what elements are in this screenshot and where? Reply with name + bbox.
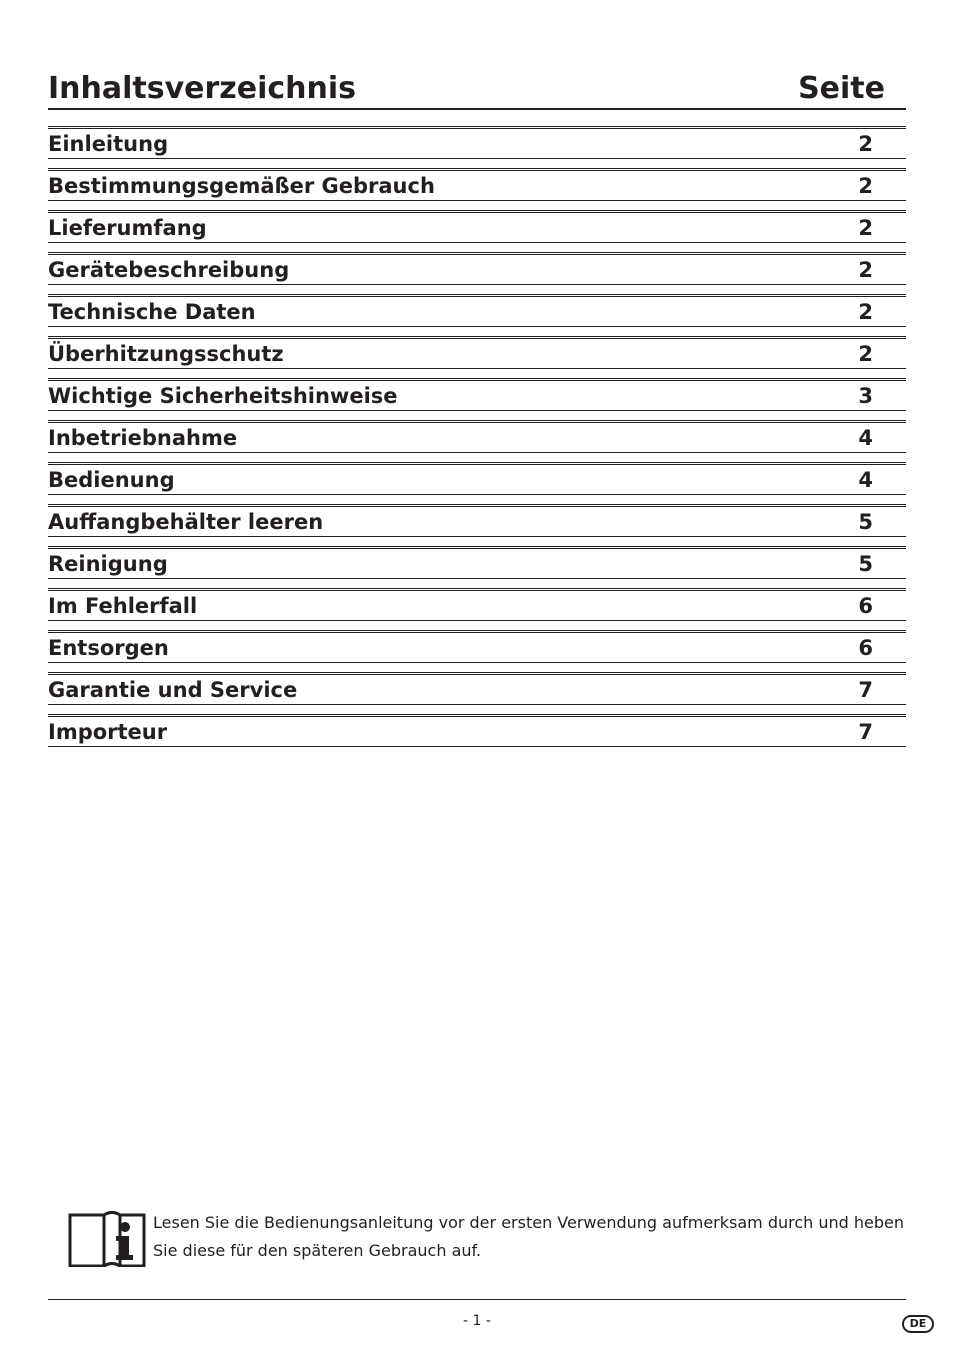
page-number: - 1 - [463,1313,491,1329]
toc-entry-page: 7 [858,720,873,744]
toc-entry-page: 5 [858,510,873,534]
page-column-label: Seite [798,71,885,106]
toc-entry-im-fehlerfall[interactable] [48,588,906,621]
toc-entry-reinigung[interactable] [48,546,906,579]
toc-entry-page: 2 [858,132,873,156]
footer-divider [48,1299,906,1300]
toc-entry-page: 3 [858,384,873,408]
toc-entry-title: Bedienung [48,468,175,492]
toc-entry-title: Reinigung [48,552,168,576]
toc-entry-page: 2 [858,300,873,324]
toc-entry-sicherheitshinweise[interactable] [48,378,906,411]
toc-entry-title: Entsorgen [48,636,169,660]
toc-list [48,126,906,756]
toc-entry-page: 4 [858,426,873,450]
toc-entry-page: 2 [858,342,873,366]
toc-header [48,66,885,108]
toc-entry-bedienung[interactable] [48,462,906,495]
toc-entry-technische-daten[interactable] [48,294,906,327]
toc-entry-title: Technische Daten [48,300,256,324]
toc-entry-einleitung[interactable] [48,126,906,159]
toc-entry-bestimmungsgemaesser-gebrauch[interactable] [48,168,906,201]
toc-entry-page: 2 [858,258,873,282]
toc-entry-title: Wichtige Sicherheitshinweise [48,384,398,408]
toc-entry-page: 2 [858,216,873,240]
toc-entry-geraetebeschreibung[interactable] [48,252,906,285]
toc-entry-title: Einleitung [48,132,169,156]
toc-entry-page: 6 [858,636,873,660]
language-badge: DE [902,1315,934,1333]
toc-entry-title: Lieferumfang [48,216,207,240]
toc-entry-title: Überhitzungsschutz [48,342,284,366]
toc-entry-title: Gerätebeschreibung [48,258,290,282]
page-title: Inhaltsverzeichnis [48,71,357,106]
notice-text: Lesen Sie die Bedienungsanleitung vor der ersten Verwendung aufmerksam durch und heben Sie diese für den späteren Gebrauch auf. [153,1213,905,1260]
toc-entry-title: Im Fehlerfall [48,594,198,618]
toc-entry-auffangbehaelter-leeren[interactable] [48,504,906,537]
toc-entry-title: Inbetriebnahme [48,426,238,450]
toc-entry-importeur[interactable] [48,714,906,747]
read-manual-notice [68,1207,906,1269]
toc-entry-page: 6 [858,594,873,618]
toc-entry-ueberhitzungsschutz[interactable] [48,336,906,369]
toc-entry-inbetriebnahme[interactable] [48,420,906,453]
toc-entry-title: Auffangbehälter leeren [48,510,324,534]
toc-entry-garantie-und-service[interactable] [48,672,906,705]
toc-entry-entsorgen[interactable] [48,630,906,663]
toc-entry-page: 5 [858,552,873,576]
toc-entry-title: Garantie und Service [48,678,298,702]
toc-entry-page: 2 [858,174,873,198]
toc-entry-title: Bestimmungsgemäßer Gebrauch [48,174,435,198]
header-divider [48,108,906,110]
toc-entry-title: Importeur [48,720,168,744]
toc-entry-page: 7 [858,678,873,702]
info-book-icon [68,1209,146,1267]
toc-entry-page: 4 [858,468,873,492]
toc-entry-lieferumfang[interactable] [48,210,906,243]
